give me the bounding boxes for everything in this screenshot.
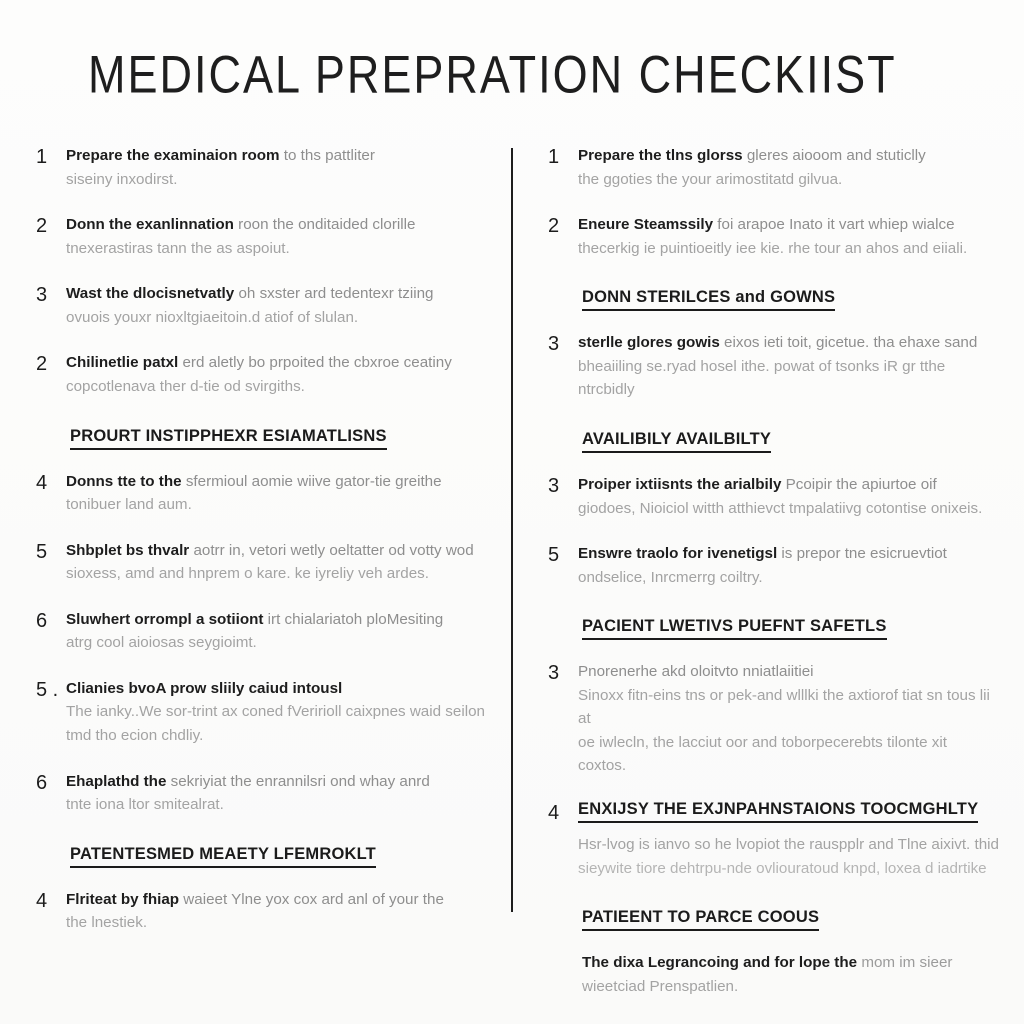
checklist-item[interactable] <box>36 351 486 398</box>
item-number: 4 <box>36 471 48 494</box>
checklist-item[interactable] <box>36 677 486 748</box>
section-heading: PACIENT LWETIVS PUEFNT SAFETLS <box>582 617 887 640</box>
item-line-2: ondselice, Inrcmerrg coiltry. <box>578 568 763 586</box>
item-lead: Donns tte to the <box>66 472 182 490</box>
checklist-item[interactable] <box>548 660 1000 778</box>
item-text <box>578 213 1000 260</box>
item-lead: Enswre traolo for ivenetigsl <box>578 545 778 563</box>
item-rest: aotrr in, vetori wetly oeltatter od votty wod <box>189 541 474 559</box>
item-rest: Pcoipir the apiurtoe oif <box>781 475 937 493</box>
section-heading-row <box>36 421 486 470</box>
item-number: 2 <box>36 353 48 376</box>
item-line-3: tmd tho ecion chdliy. <box>66 727 204 744</box>
item-text <box>66 539 486 586</box>
checklist-item[interactable] <box>548 542 1000 589</box>
section-heading: PATIEENT TO PARCE COOUS <box>582 908 819 931</box>
item-number: 5 <box>548 544 560 567</box>
item-rest: waieet Ylne yox cox ard anl of your the <box>179 890 444 908</box>
item-lead: Pnorenerhe akd oloitvto nniatlaiitiei <box>578 663 814 681</box>
item-text <box>66 282 486 329</box>
item-rest: oh sxster ard tedentexr tziing <box>234 285 434 303</box>
item-line-2: Sinoxx fitn-eins tns or pek-and wlllki the axtiorof tiat sn tous lii at <box>578 686 990 728</box>
item-lead: Sluwhert orrompl a sotiiont <box>66 610 264 628</box>
item-text <box>578 473 1000 520</box>
item-line-2: giodoes, Nioiciol witth atthievct tmpalatiivg cotontise onixeis. <box>578 499 983 517</box>
item-number: 5 <box>36 540 48 563</box>
section-heading: PROURT INSTIPPHEXR ESIAMATLISNS <box>70 427 387 450</box>
item-text <box>66 470 486 517</box>
item-number: 6 <box>36 609 48 632</box>
checklist-item[interactable] <box>548 800 1000 880</box>
item-line-2: copcotlenava ther d-tie od svirgiths. <box>66 377 305 395</box>
item-lead: Chilinetlie patxl <box>66 354 179 372</box>
item-lead: Ehaplathd the <box>66 772 167 790</box>
checklist-item[interactable] <box>36 213 486 260</box>
item-number: 3 <box>548 333 560 356</box>
section-heading: ENXIJSY THE EXJNPAHNSTAIONS TOOCMGHLTY <box>578 800 978 823</box>
item-line-2: atrg cool aioiosas seygioimt. <box>66 634 257 652</box>
item-line-2: tnte iona ltor smitealrat. <box>66 796 224 814</box>
item-lead: Eneure Steamssily <box>578 216 714 234</box>
item-lead: Donn the exanlinnation <box>66 216 234 234</box>
item-rest: sekriyiat the enrannilsri ond whay anrd <box>166 772 430 790</box>
item-line-3: sieywite tiore dehtrpu-nde ovliouratoud knpd, loxea d iadrtike <box>578 859 987 877</box>
item-lead: Prepare the examinaion room <box>66 147 280 164</box>
item-line-2: ovuois youxr nioxltgiaeitoin.d atiof of slulan. <box>66 308 359 326</box>
item-line-4: coxtos. <box>578 757 627 775</box>
item-rest: gleres aiooom and stuticlly <box>742 147 926 164</box>
section-heading-row <box>36 839 486 888</box>
column-divider <box>511 148 513 912</box>
checklist-item[interactable] <box>36 539 486 586</box>
item-line-2: siseiny inxodirst. <box>66 170 178 188</box>
checklist-item[interactable] <box>36 608 486 655</box>
checklist-item[interactable] <box>548 144 1000 191</box>
item-text <box>66 677 486 748</box>
item-lead: Flriteat by fhiap <box>66 890 180 908</box>
item-text <box>578 144 1000 191</box>
section-heading: DONN STERILCES and GOWNS <box>582 288 835 311</box>
closing-lead: The dixa Legrancoing and for lope the <box>582 954 858 972</box>
item-line-2: sioxess, amd and hnprem o kare. ke iyreliy veh ardes. <box>66 565 429 583</box>
item-rest: to ths pattliter <box>279 147 375 164</box>
item-number: 1 <box>36 146 48 168</box>
checklist-columns <box>0 144 1024 995</box>
closing-paragraph <box>582 951 1000 998</box>
checklist-item[interactable] <box>548 331 1000 402</box>
right-column <box>548 144 1000 998</box>
item-line-2: the ggoties the your arimostitatd gilvua. <box>578 170 843 188</box>
item-rest: irt chialariatoh ploMesiting <box>263 610 444 628</box>
item-text <box>66 213 486 260</box>
item-line-3: oe iwlecln, the lacciut oor and toborpecerebts tilonte xit <box>578 733 947 751</box>
item-number: 5 . <box>36 678 59 701</box>
item-line-2: the lnestiek. <box>66 914 148 932</box>
item-lead: Shbplet bs thvalr <box>66 541 190 559</box>
item-line-2: Hsr-lvog is ianvo so he lvopiot the rauspplr and Tlne aixivt. thid <box>578 836 999 853</box>
section-heading: PATENTESMED MEAETY LFEMROKLT <box>70 845 376 868</box>
checklist-item[interactable] <box>548 473 1000 520</box>
checklist-item[interactable] <box>548 213 1000 260</box>
item-text <box>578 660 1000 778</box>
section-heading: AVAILIBILY AVAILBILTY <box>582 430 771 453</box>
item-line-2: bheaiiling se.ryad hosel ithe. powat of tsonks iR gr tthe ntrcbidly <box>578 357 946 399</box>
item-number: 6 <box>36 771 48 794</box>
item-number: 4 <box>36 889 48 912</box>
item-line-2: The ianky..We sor-trint ax coned fVeririoll caixpnes waid seilon <box>66 703 485 721</box>
item-line-2: tnexerastiras tann the as aspoiut. <box>66 239 290 257</box>
item-text <box>578 331 1000 402</box>
item-rest: eixos ieti toit, gicetue. tha ehaxe sand <box>719 334 978 352</box>
section-heading-row <box>548 282 1000 331</box>
item-number: 3 <box>36 284 48 307</box>
checklist-item[interactable] <box>36 770 486 817</box>
section-heading-row <box>548 902 1000 951</box>
checklist-item[interactable] <box>36 282 486 329</box>
item-number: 4 <box>548 802 560 824</box>
item-text <box>66 608 486 655</box>
item-lead: Clianies bvoA prow sliily caiud intousl <box>66 679 343 697</box>
item-lead: sterlle glores gowis <box>578 334 720 352</box>
item-lead: Prepare the tlns glorss <box>578 147 743 164</box>
item-number: 3 <box>548 474 560 497</box>
item-line-2: thecerkig ie puintioeitly iee kie. rhe tour an ahos and eiiali. <box>578 239 968 257</box>
checklist-item[interactable] <box>36 470 486 517</box>
item-lead: Proiper ixtiisnts the arialbily <box>578 475 782 493</box>
section-heading-row <box>548 424 1000 473</box>
item-rest: erd aletly bo prpoited the cbxroe ceatiny <box>178 354 452 372</box>
checklist-item[interactable] <box>36 144 486 191</box>
closing-line-2: wieetciad Prenspatlien. <box>582 977 739 995</box>
item-number: 2 <box>36 215 48 238</box>
item-number: 1 <box>548 146 560 168</box>
item-rest: roon the onditaided clorille <box>233 216 416 234</box>
checklist-item[interactable] <box>36 888 486 935</box>
item-detail <box>578 833 999 880</box>
item-rest: foi arapoe Inato it vart whiep wialce <box>713 216 955 234</box>
section-heading-row <box>548 611 1000 660</box>
closing-rest: mom im sieer <box>857 954 953 972</box>
item-text <box>578 542 1000 589</box>
item-text <box>66 144 486 191</box>
left-column <box>36 144 486 957</box>
item-rest: sfermioul aomie wiive gator-tie greithe <box>181 472 442 490</box>
item-rest: is prepor tne esicruevtiot <box>777 545 947 563</box>
item-text <box>66 770 486 817</box>
item-text <box>66 351 486 398</box>
item-line-2: tonibuer land aum. <box>66 496 192 514</box>
item-lead: Wast the dlocisnetvatly <box>66 285 235 303</box>
item-section-body <box>578 800 999 880</box>
item-number: 3 <box>548 662 560 685</box>
page-title: MEDICAL PREPRATION CHECKIIST <box>88 44 897 105</box>
item-number: 2 <box>548 215 560 238</box>
item-text <box>66 888 486 935</box>
